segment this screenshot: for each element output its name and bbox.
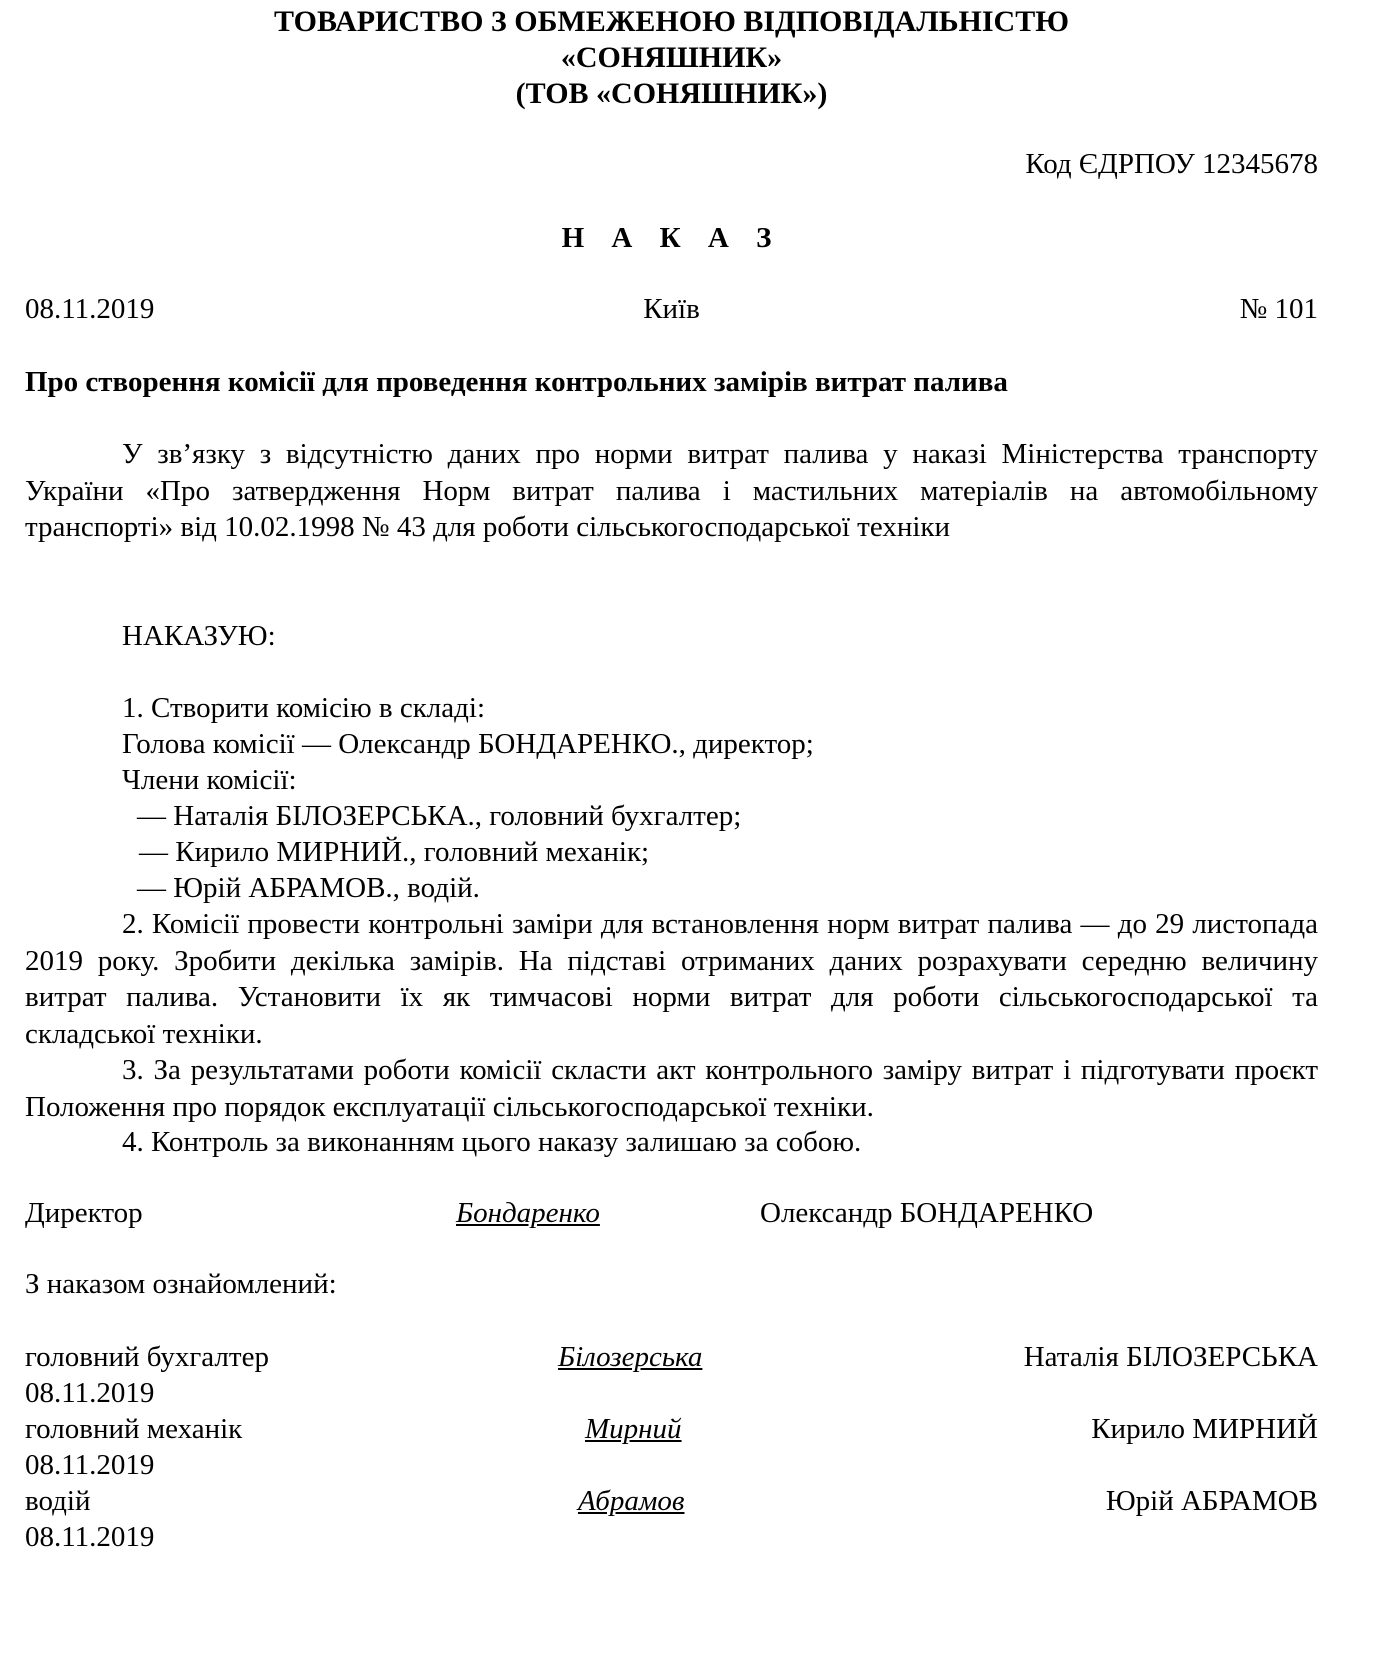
director-position: Директор bbox=[25, 1197, 143, 1229]
acquainted-signature: Білозерська bbox=[558, 1341, 703, 1373]
order-item-4: 4. Контроль за виконанням цього наказу залишаю за собою. bbox=[122, 1126, 862, 1158]
commission-member: — Кирило МИРНИЙ., головний механік; bbox=[139, 836, 650, 868]
order-date: 08.11.2019 bbox=[25, 293, 155, 325]
order-city: Київ bbox=[643, 293, 700, 325]
director-signature: Бондаренко bbox=[456, 1197, 600, 1229]
order-word: НАКАЗУЮ: bbox=[122, 620, 276, 652]
acquainted-date: 08.11.2019 bbox=[25, 1377, 155, 1409]
company-name: ТОВАРИСТВО З ОБМЕЖЕНОЮ ВІДПОВІДАЛЬНІСТЮ bbox=[274, 5, 1069, 38]
acquainted-name: Кирило МИРНИЙ bbox=[1091, 1413, 1318, 1445]
acquainted-position: головний бухгалтер bbox=[25, 1341, 269, 1373]
acquainted-signature: Мирний bbox=[585, 1413, 682, 1445]
acquainted-signature: Абрамов bbox=[578, 1485, 685, 1517]
order-number: № 101 bbox=[1239, 293, 1318, 325]
director-name: Олександр БОНДАРЕНКО bbox=[760, 1197, 1094, 1229]
acquainted-name: Наталія БІЛОЗЕРСЬКА bbox=[1023, 1341, 1318, 1373]
acquainted-position: головний механік bbox=[25, 1413, 243, 1445]
order-item-1: 1. Створити комісію в складі: bbox=[122, 692, 486, 724]
order-subject: Про створення комісії для проведення контрольних замірів витрат палива bbox=[25, 366, 1008, 398]
commission-member: — Наталія БІЛОЗЕРСЬКА., головний бухгалтер; bbox=[137, 800, 742, 832]
acquainted-label: З наказом ознайомлений: bbox=[25, 1268, 337, 1300]
company-short-name: (ТОВ «СОНЯШНИК») bbox=[515, 77, 828, 110]
acquainted-date: 08.11.2019 bbox=[25, 1449, 155, 1481]
order-title: Н А К А З bbox=[561, 222, 782, 254]
commission-chair: Голова комісії — Олександр БОНДАРЕНКО., директор; bbox=[122, 728, 814, 760]
order-item-2: 2. Комісії провести контрольні заміри для встановлення норм витрат палива — до 29 листопада 2019 року. Зробити декілька замірів. На підставі отриманих даних розрахувати середню величину витрат палива. Установити їх як тимчасові норми витрат для роботи сільськогосподарської та складської техніки. bbox=[25, 908, 1318, 1050]
order-preamble: У зв’язку з відсутністю даних про норми витрат палива у наказі Міністерства транспорту України «Про затвердження Норм витрат палива і мастильних матеріалів на автомобільному транспорті» від 10.02.1998 № 43 для роботи сільськогосподарської техніки bbox=[25, 438, 1318, 543]
order-item-3: 3. За результатами роботи комісії скласти акт контрольного заміру витрат і підготувати проєкт Положення про порядок експлуатації сільськогосподарської техніки. bbox=[25, 1054, 1318, 1123]
company-name-quoted: «СОНЯШНИК» bbox=[560, 41, 783, 74]
edrpou-code: Код ЄДРПОУ 12345678 bbox=[1025, 148, 1318, 180]
commission-member: — Юрій АБРАМОВ., водій. bbox=[137, 872, 480, 904]
acquainted-name: Юрій АБРАМОВ bbox=[1105, 1485, 1318, 1517]
acquainted-date: 08.11.2019 bbox=[25, 1521, 155, 1553]
commission-members-label: Члени комісії: bbox=[122, 764, 297, 796]
acquainted-position: водій bbox=[25, 1485, 91, 1517]
